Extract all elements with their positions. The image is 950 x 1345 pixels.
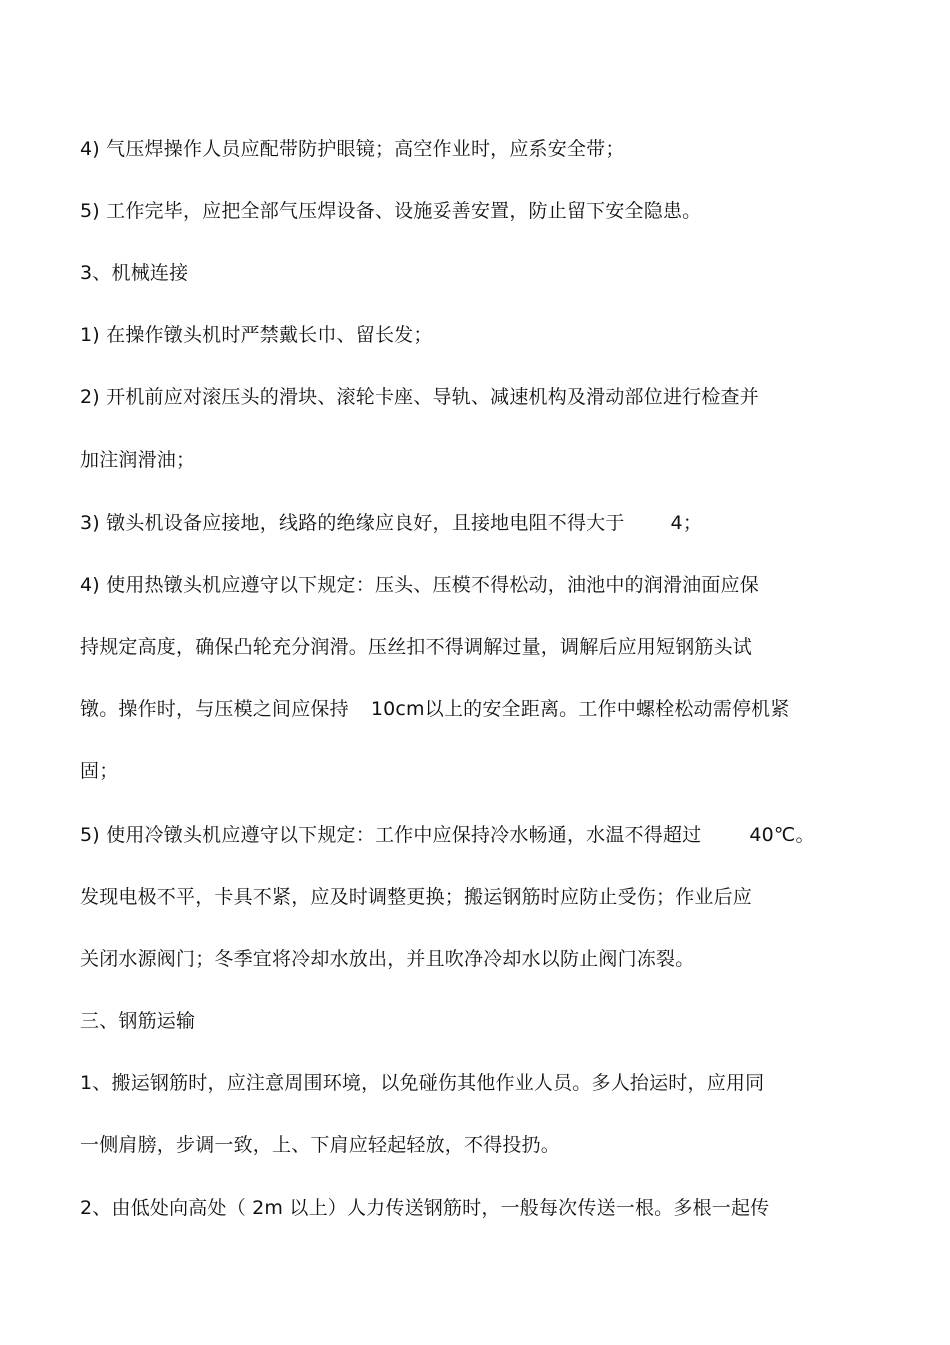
section-heading: 3、机械连接 — [80, 262, 189, 284]
text-line: 2、由低处向高处（ 2m 以上）人力传送钢筋时，一般每次传送一根。多根一起传 — [80, 1197, 770, 1219]
text-line: 4) 气压焊操作人员应配带防护眼镜；高空作业时，应系安全带； — [80, 138, 625, 160]
text-segment: 40℃。 — [749, 824, 815, 846]
text-segment: 10cm以上的安全距离。工作中螺栓松动需停机紧 — [370, 698, 790, 720]
section-heading: 三、钢筋运输 — [80, 1010, 196, 1032]
text-line: 持规定高度，确保凸轮充分润滑。压丝扣不得调解过量，调解后应用短钢筋头试 — [80, 636, 753, 658]
text-line: 关闭水源阀门；冬季宜将冷却水放出，并且吹净冷却水以防止阀门冻裂。 — [80, 948, 695, 970]
text-segment: 4； — [670, 512, 703, 534]
text-line: 5) 工作完毕，应把全部气压焊设备、设施妥善安置，防止留下安全隐患。 — [80, 200, 702, 222]
text-line: 1) 在操作镦头机时严禁戴长巾、留长发； — [80, 324, 433, 346]
text-line — [80, 511, 702, 535]
text-segment: 3) 镦头机设备应接地，线路的绝缘应良好，且接地电阻不得大于 — [80, 512, 625, 534]
text-segment: 镦。操作时，与压模之间应保持 — [80, 698, 349, 720]
text-line: 加注润滑油； — [80, 449, 196, 471]
text-segment: 5) 使用冷镦头机应遵守以下规定：工作中应保持冷水畅通，水温不得超过 — [80, 824, 702, 846]
text-line: 2) 开机前应对滚压头的滑块、滚轮卡座、导轨、减速机构及滑动部位进行检查并 — [80, 386, 759, 408]
text-line — [80, 823, 815, 847]
text-line: 4) 使用热镦头机应遵守以下规定：压头、压模不得松动，油池中的润滑油面应保 — [80, 574, 759, 596]
text-line — [80, 697, 790, 721]
text-line: 1、搬运钢筋时，应注意周围环境，以免碰伤其他作业人员。多人抬运时，应用同 — [80, 1072, 765, 1094]
text-line: 固； — [80, 760, 119, 782]
text-line: 发现电极不平，卡具不紧，应及时调整更换；搬运钢筋时应防止受伤；作业后应 — [80, 886, 753, 908]
text-line: 一侧肩膀，步调一致，上、下肩应轻起轻放，不得投扔。 — [80, 1134, 561, 1156]
